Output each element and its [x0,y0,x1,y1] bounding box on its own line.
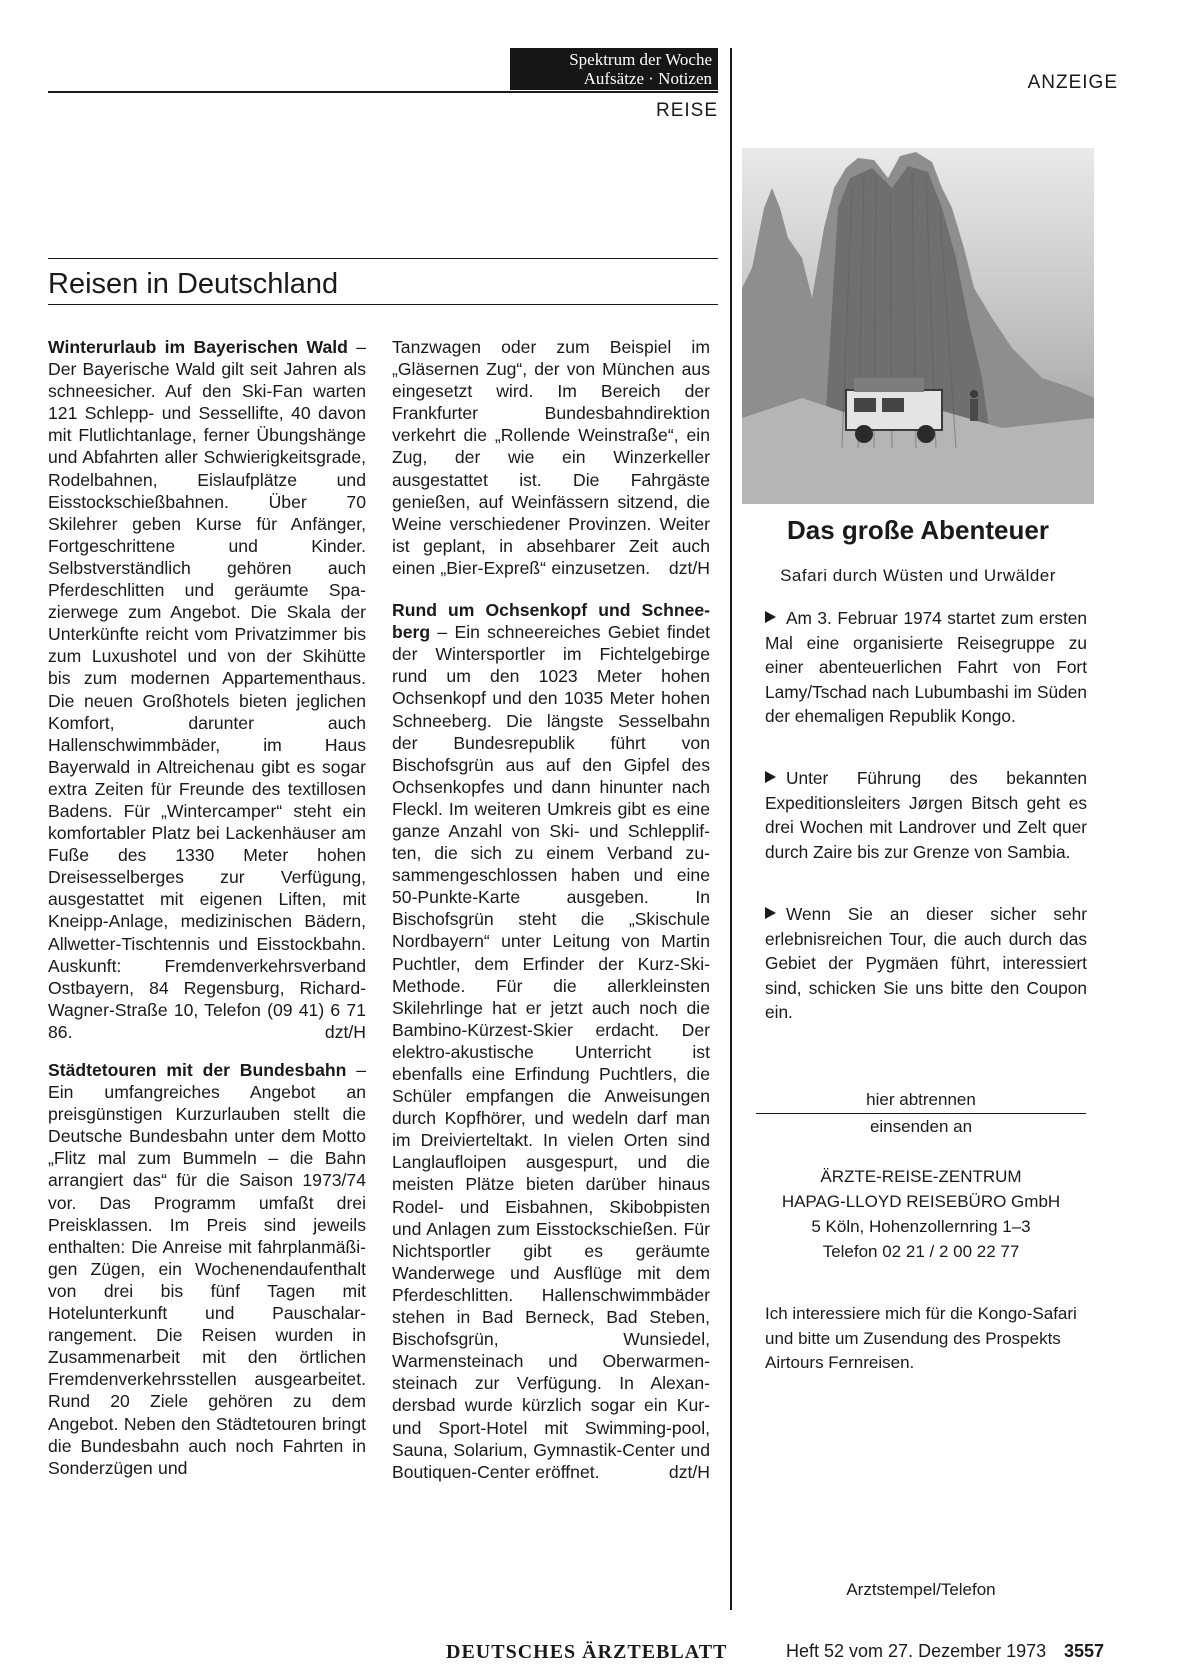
address-line: ÄRZTE-REISE-ZENTRUM [820,1167,1022,1186]
address-line: HAPAG-LLOYD REISEBÜRO GmbH [781,1192,1061,1211]
paragraph-staedtetouren [48,1059,366,1479]
paragraph-heading: Städtetouren mit der Bundesbahn [48,1060,347,1080]
coupon-request-text: Ich interessiere mich für die Kongo-Safari und bitte um Zusendung des Prospekts Airtours Fernreisen. [765,1304,1077,1373]
paragraph-heading: Rund um Ochsenkopf und Schneeberg [392,600,710,643]
author-signature: dzt/H [324,1021,366,1042]
paragraph-staedtetouren-cont [392,336,710,579]
person-icon [970,390,978,421]
ad-bullet-text: Am 3. Februar 1974 startet zum ersten Mal eine organisierte Reisegruppe zu einer abenteuerlichen Fahrt von Fort Lamy/Tschad nach Lubumbashi im Süden der ehemaligen Republik Kongo. [765,608,1087,727]
section-label-line2: Aufsätze · Notizen [583,69,712,88]
rubric-label: REISE [655,100,718,121]
author-signature: dzt/H [668,557,710,578]
column-divider [730,48,732,1610]
page-number: 3557 [1064,1641,1105,1661]
cut-line [756,1113,1086,1114]
address-line: 5 Köln, Hohenzollernring 1–3 [811,1217,1031,1236]
paragraph-heading: Winterurlaub im Bayerischen Wald [48,337,348,357]
stamp-label: Arztstempel/Telefon [846,1580,996,1599]
ad-photo-desert-rocks [742,148,1094,504]
header-rule [48,91,718,93]
ad-subline: Safari durch Wüsten und Urwälder [780,566,1056,585]
paragraph-body: – Ein umfangreiches Angebot an preisgünstigen Kurzurlauben stellt die Deutsche Bundesbahn unter dem Motto „Flitz mal zum Bummeln – die Bahn arrangiert das“ für die Saison 1973/74 vor. Das Programm umfaßt drei Preisklassen. Im Preis sind jeweils enthalten: Die Anreise mit fahrplanmäßigen Zügen, ein Wochenendaufenthalt von drei bis fünf Tagen mit Hotelunterkunft und Pauschalarrangement. Die Reisen wurden in Zusammenarbeit mit den örtlichen Fremdenverkehrsstellen ausgearbeitet. Rund 20 Ziele gehören zu dem Angebot. Neben den Städtetouren bringt die Bundesbahn auch noch Fahrten in Sonderzügen und [48,1060,367,1478]
ad-bullet-2 [765,766,1087,864]
ad-bullet-1 [765,606,1087,729]
publication-name: DEUTSCHES ÄRZTEBLATT [446,1641,728,1663]
rock-landscape-illustration [742,148,1094,504]
paragraph-body: – Der Bayerische Wald gilt seit Jahren als schneesicher. Auf den Ski-Fan warten 121 Schlepp- und Sessellifte, 40 davon mit Flutlichtanlage, ferner Übungshänge und Abfahrten aller Schwierigkeitsgrade, Rodelbahnen, Eislaufplätze und Eisstockschießbahnen. Über 70 Skilehrer geben Kurse für Anfänger, Fortgeschrittene und Kinder. Selbstverständlich gehören auch Pferdeschlitten und geräumte Spazierwege zum Angebot. Die Skala der Unterkünfte reicht vom Privatzimmer bis zum Luxushotel und von der Skihütte bis zum modernen Appartementhaus. Die neuen Großhotels bieten jeglichen Komfort, darunter auch Hallenschwimmbäder, im Haus Bayerwald in Altreichenau gibt es sogar extra Zeiten für Freunde des textillosen Badens. Für „Wintercamper“ steht ein komfortabler Platz bei Lackenhäuser am Fuße des 1330 Meter hohen Dreisesselberges zur Verfügung, ausgestattet mit eigenen Liften, mit Kneipp-Anlage, medizinischen Bädern, Allwetter-Tischtennis und Eisstockbahn. Auskunft: Fremdenverkehrsverband Ostbayern, 84 Regensburg, Richard-Wagner-Straße 10, Telefon (09 41) 6 71 86. [48,337,366,1042]
paragraph-winterurlaub [48,336,366,1043]
ad-label: ANZEIGE [1027,72,1118,93]
title-rule-top [48,258,718,259]
issue-info: Heft 52 vom 27. Dezember 1973 [786,1641,1047,1661]
paragraph-body: Tanzwagen oder zum Beispiel im „Gläsernen Zug“, der von München aus eingesetzt wird. Im Bereich der Frankfurter Bundesbahndirektion verkehrt die „Rollende Weinstraße“, ein Zug, der wie ein Winzerkeller ausgestattet ist. Die Fahrgäste genießen, auf Weinfässern sitzend, die Weine verschiedener Provinzen. Weiter ist geplant, in absehbarer Zeit auch einen „Bier-Expreß“ einzusetzen. [392,337,710,578]
ad-bullet-text: Unter Führung des bekannten Expeditionsleiters Jørgen Bitsch geht es drei Wochen mit Landrover und Zelt quer durch Zaire bis zur Grenze von Sambia. [765,768,1087,862]
triangle-bullet-icon [765,771,776,783]
ad-bullet-text: Wenn Sie an dieser sicher sehr erlebnisreichen Tour, die auch durch das Gebiet der Pygmäen führt, interessiert sind, schicken Sie uns bitte den Coupon ein. [765,904,1087,1023]
recipient-address [756,1164,1086,1264]
triangle-bullet-icon [765,907,776,919]
triangle-bullet-icon [765,611,776,623]
paragraph-ochsenkopf [392,599,710,1483]
cut-label: hier abtrennen [866,1090,976,1109]
title-rule-bottom [48,304,718,305]
author-signature: dzt/H [668,1461,710,1482]
address-line: Telefon 02 21 / 2 00 22 77 [822,1242,1020,1261]
section-label-box [510,48,718,90]
article-column-1 [48,336,366,1495]
section-label-line1: Spektrum der Woche [569,50,712,69]
paragraph-body: – Ein schneereiches Gebiet findet der Wintersportler im Fichtelgebirge rund um den 1023 Meter hohen Ochsenkopf und den 1035 Meter hohen Schneeberg. Die längste Sesselbahn der Bundesrepublik führt von Bischofsgrün aus auf den Gipfel des Ochsenkopfes und dann hinunter nach Fleckl. Im weiteren Umkreis gibt es eine ganze Anzahl von Ski- und Schleppliften, die sich zu einem Verband zusammengeschlossen haben und eine 50-Punkte-Karte ausgeben. In Bischofsgrün steht die „Skischule Nordbayern“ unter Leitung von Martin Puchtler, dem Erfinder der Kurz-Ski-Methode. Für die allerkleinsten Skilehrlinge hat er jetzt auch noch die Bambino-Kürzest-Skier erdacht. Der elektro-akustische Unterricht ist ebenfalls eine Erfindung Puchtlers, die Schüler empfangen die Anweisungen durch Kopfhörer, und wedeln darf man im Dreivierteltakt. In vielen Orten sind Langlaufloipen ausgespurt, und die meisten Plätze bieten darüber hinaus Rodel- und Eisbahnen, Skibobpisten und Anlagen zum Eisstockschießen. Für Nichtsportler gibt es geräumte Wanderwege und Ausflüge mit dem Pferdeschlitten. Hallenschwimmbäder stehen in Bad Berneck, Bad Steben, Bischofsgrün, Wunsiedel, Warmensteinach und Oberwarmensteinach zur Verfügung. In Alexandersbad wurde kürzlich sogar ein Kur- und Sport-Hotel mit Swimming-pool, Sauna, Solarium, Gymnastik-Center und Boutiquen-Center eröffnet. [392,622,710,1482]
article-title: Reisen in Deutschland [48,268,339,300]
article-column-2 [392,336,710,1499]
send-label: einsenden an [869,1117,973,1136]
ad-headline: Das große Abenteuer [787,515,1049,545]
ad-bullet-3 [765,902,1087,1025]
